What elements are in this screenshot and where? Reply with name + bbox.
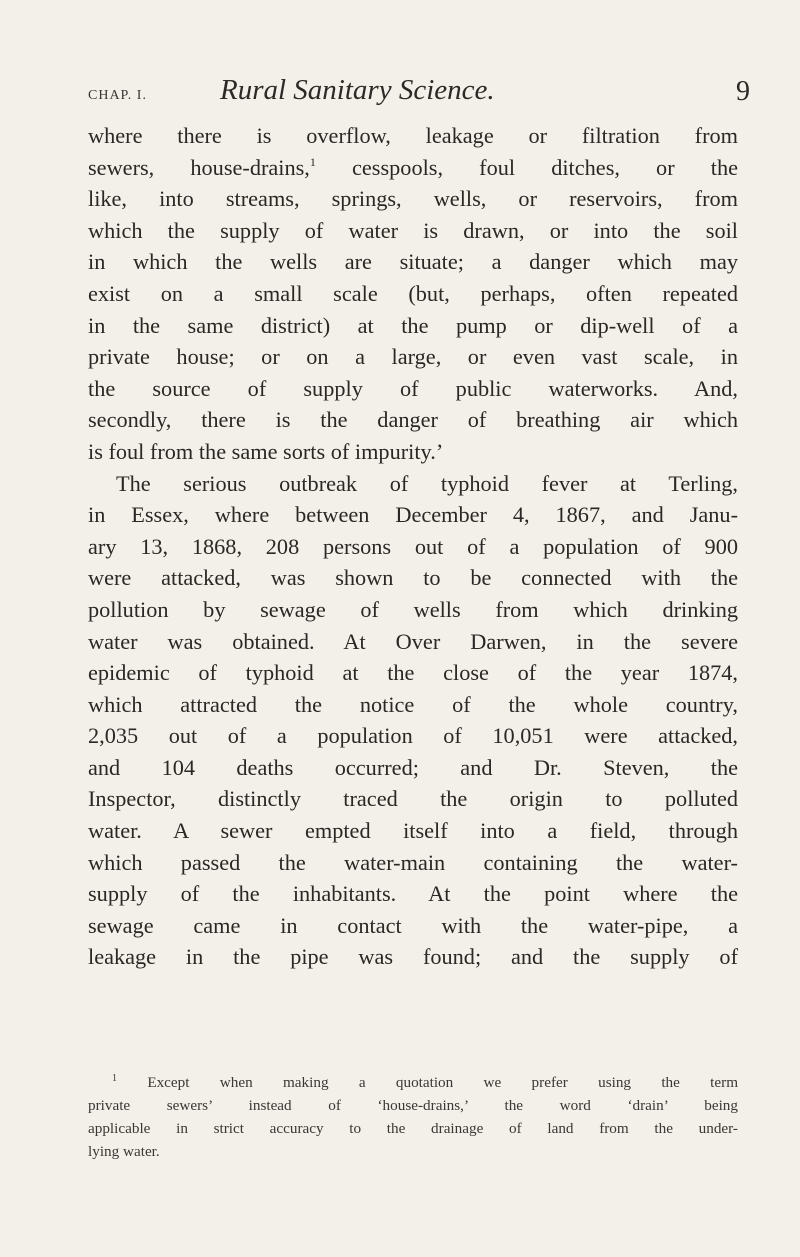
text-line: The serious outbreak of typhoid fever at Terling, xyxy=(116,470,738,496)
text-line: were attacked, was shown to be connected with the xyxy=(88,565,738,591)
text-line: which attracted the notice of the whole country, xyxy=(88,691,738,717)
footnote xyxy=(88,1071,738,1163)
text-line: where there is overflow, leakage or filtration from xyxy=(88,123,738,148)
text-line: which the supply of water is drawn, or into the soil xyxy=(88,217,738,243)
text-line: in the same district) at the pump or dip-well of a xyxy=(88,312,738,338)
text-line: Inspector, distinctly traced the origin to polluted xyxy=(88,786,738,812)
footnote-line: private sewers’ instead of ‘house-drains,’ the word ‘drain’ being xyxy=(88,1097,738,1114)
footnote-line: lying water. xyxy=(88,1143,160,1160)
text-line: pollution by sewage of wells from which drinking xyxy=(88,596,738,622)
page-number: 9 xyxy=(736,76,750,107)
text-line: epidemic of typhoid at the close of the year 1874, xyxy=(88,660,738,686)
text-segment: cesspools, foul ditches, or the xyxy=(315,154,738,180)
footnote-mark: 1 xyxy=(112,1073,117,1084)
text-line: in which the wells are situate; a danger which may xyxy=(88,249,738,275)
text-line: which passed the water-main containing the water- xyxy=(88,849,738,875)
running-head xyxy=(88,74,750,114)
running-title: Rural Sanitary Science. xyxy=(220,74,495,106)
chapter-label: CHAP. I. xyxy=(88,88,147,103)
text-line-with-footnote-ref xyxy=(88,152,738,184)
text-line: private house; or on a large, or even vast scale, in xyxy=(88,344,738,370)
text-line: like, into streams, springs, wells, or reservoirs, from xyxy=(88,186,738,212)
text-line: ary 13, 1868, 208 persons out of a population of 900 xyxy=(88,533,738,559)
text-line: is foul from the same sorts of impurity.’ xyxy=(88,438,444,464)
text-line: the source of supply of public waterworks. And, xyxy=(88,375,738,401)
text-line: water. A sewer empted itself into a field, through xyxy=(88,818,738,844)
body-text xyxy=(88,120,738,973)
footnote-line xyxy=(88,1071,738,1094)
text-line: sewage came in contact with the water-pipe, a xyxy=(88,912,738,938)
text-line: exist on a small scale (but, perhaps, often repeated xyxy=(88,280,738,306)
text-line: leakage in the pipe was found; and the supply of xyxy=(88,944,738,970)
text-line: water was obtained. At Over Darwen, in the severe xyxy=(88,628,738,654)
footnote-line: applicable in strict accuracy to the drainage of land from the under- xyxy=(88,1120,738,1137)
text-segment: sewers, house-drains, xyxy=(88,154,310,180)
footnote-reference: 1 xyxy=(309,154,316,169)
text-line: secondly, there is the danger of breathing air which xyxy=(88,407,738,433)
footnote-text: Except when making a quotation we prefer using the term xyxy=(147,1074,739,1091)
text-line: supply of the inhabitants. At the point where the xyxy=(88,881,738,907)
text-line: 2,035 out of a population of 10,051 were attacked, xyxy=(88,723,738,749)
text-line: in Essex, where between December 4, 1867, and Janu- xyxy=(88,502,738,528)
text-line: and 104 deaths occurred; and Dr. Steven, the xyxy=(88,754,738,780)
